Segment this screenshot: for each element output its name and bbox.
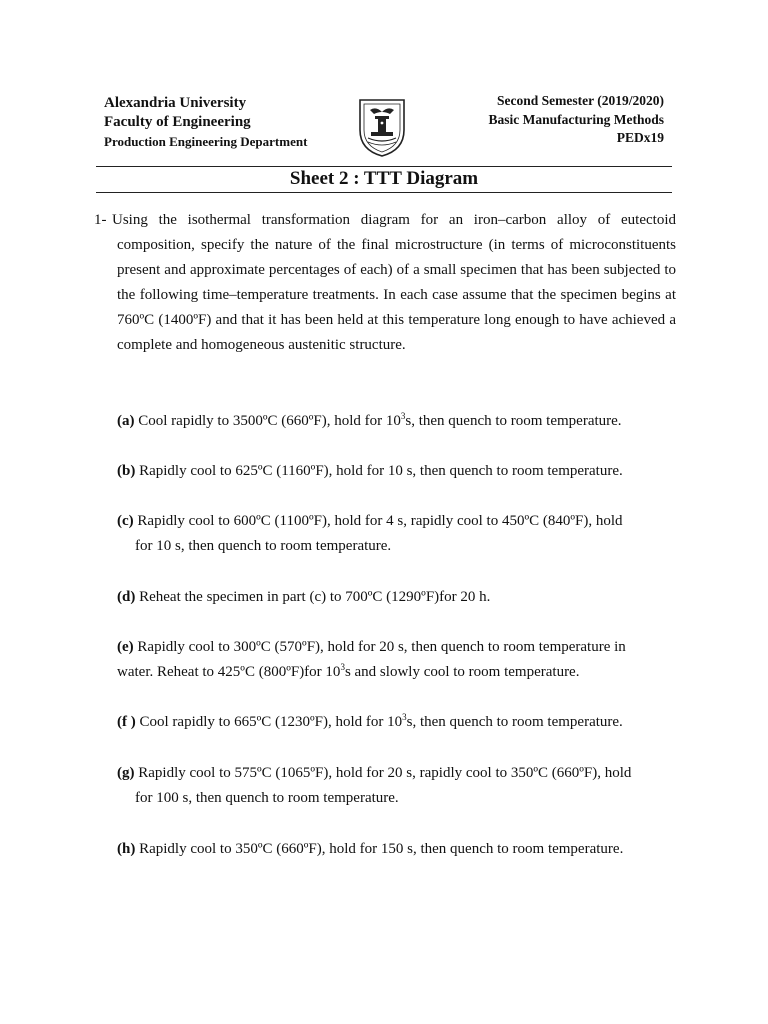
item-text: Rapidly cool to 600ºC (1100ºF), hold for 4 s, rapidly cool to 450ºC (840ºF), hold bbox=[133, 513, 623, 529]
department-name: Production Engineering Department bbox=[104, 134, 308, 149]
item-text-end: s, then quench to room temperature. bbox=[405, 413, 622, 429]
item-label: (d) bbox=[117, 589, 136, 605]
university-seal-logo bbox=[356, 96, 408, 158]
item-superscript: 3 bbox=[402, 712, 407, 722]
treatment-item-c bbox=[117, 509, 677, 559]
item-text: Rapidly cool to 575ºC (1065ºF), hold for 20 s, rapidly cool to 350ºC (660ºF), hold bbox=[134, 765, 632, 781]
item-continuation: for 100 s, then quench to room temperature. bbox=[135, 790, 399, 806]
treatment-item-b bbox=[117, 459, 677, 484]
item-label: (g) bbox=[117, 765, 135, 781]
item-label: (a) bbox=[117, 413, 135, 429]
university-name: Alexandria University bbox=[104, 95, 247, 111]
header-left bbox=[104, 94, 307, 151]
question-number: 1- bbox=[94, 212, 107, 228]
course-code: PEDx19 bbox=[616, 130, 664, 145]
semester-label: Second Semester (2019/2020) bbox=[497, 93, 664, 108]
treatment-item-g bbox=[117, 761, 677, 811]
item-continuation-text: water. Reheat to 425ºC (800ºF)for 10 bbox=[117, 664, 341, 680]
item-label: (c) bbox=[117, 513, 134, 529]
item-continuation bbox=[117, 660, 677, 685]
question-body: composition, specify the nature of the final microstructure (in terms of microconstituents present and approximate percentages of each) of a small specimen that has been subjected to the following time–temperature treatments. In each case assume that the specimen begins at 760ºC (1400ºF) and that it has been held at this temperature long enough to have achieved a complete and homogeneous austenitic structure. bbox=[117, 237, 676, 353]
item-label: (f ) bbox=[117, 714, 136, 730]
item-text: Rapidly cool to 625ºC (1160ºF), hold for 10 s, then quench to room temperature. bbox=[135, 463, 623, 479]
title-top-rule bbox=[96, 166, 672, 167]
item-continuation: for 10 s, then quench to room temperature. bbox=[135, 538, 392, 554]
question-1 bbox=[96, 208, 676, 358]
question-first-line: Using the isothermal transformation diagram for an iron–carbon alloy of eutectoid bbox=[112, 212, 676, 228]
course-name: Basic Manufacturing Methods bbox=[488, 111, 664, 127]
header-right bbox=[489, 92, 665, 148]
treatment-item-e bbox=[117, 635, 677, 685]
item-superscript: 3 bbox=[340, 662, 345, 672]
item-text: Cool rapidly to 665ºC (1230ºF), hold for 10 bbox=[135, 714, 403, 730]
item-label: (e) bbox=[117, 639, 134, 655]
item-text: Rapidly cool to 300ºC (570ºF), hold for 20 s, then quench to room temperature in bbox=[133, 639, 626, 655]
item-superscript: 3 bbox=[400, 411, 406, 421]
treatment-item-f bbox=[117, 710, 677, 735]
item-text: Rapidly cool to 350ºC (660ºF), hold for 150 s, then quench to room temperature. bbox=[135, 841, 624, 857]
title-bottom-rule bbox=[96, 192, 672, 193]
sheet-title: Sheet 2 : TTT Diagram bbox=[289, 168, 479, 189]
treatment-item-h bbox=[117, 837, 677, 862]
item-continuation-end: s and slowly cool to room temperature. bbox=[344, 664, 580, 680]
item-label: (h) bbox=[117, 841, 136, 857]
item-text: Reheat the specimen in part (c) to 700ºC (1290ºF)for 20 h. bbox=[135, 589, 491, 605]
item-text: Cool rapidly to 3500ºC (660ºF), hold for 10 bbox=[134, 413, 401, 429]
treatment-item-d bbox=[117, 585, 677, 610]
faculty-name: Faculty of Engineering bbox=[104, 114, 251, 130]
treatment-item-a bbox=[117, 409, 677, 434]
item-text-end: s, then quench to room temperature. bbox=[406, 714, 623, 730]
item-label: (b) bbox=[117, 463, 136, 479]
